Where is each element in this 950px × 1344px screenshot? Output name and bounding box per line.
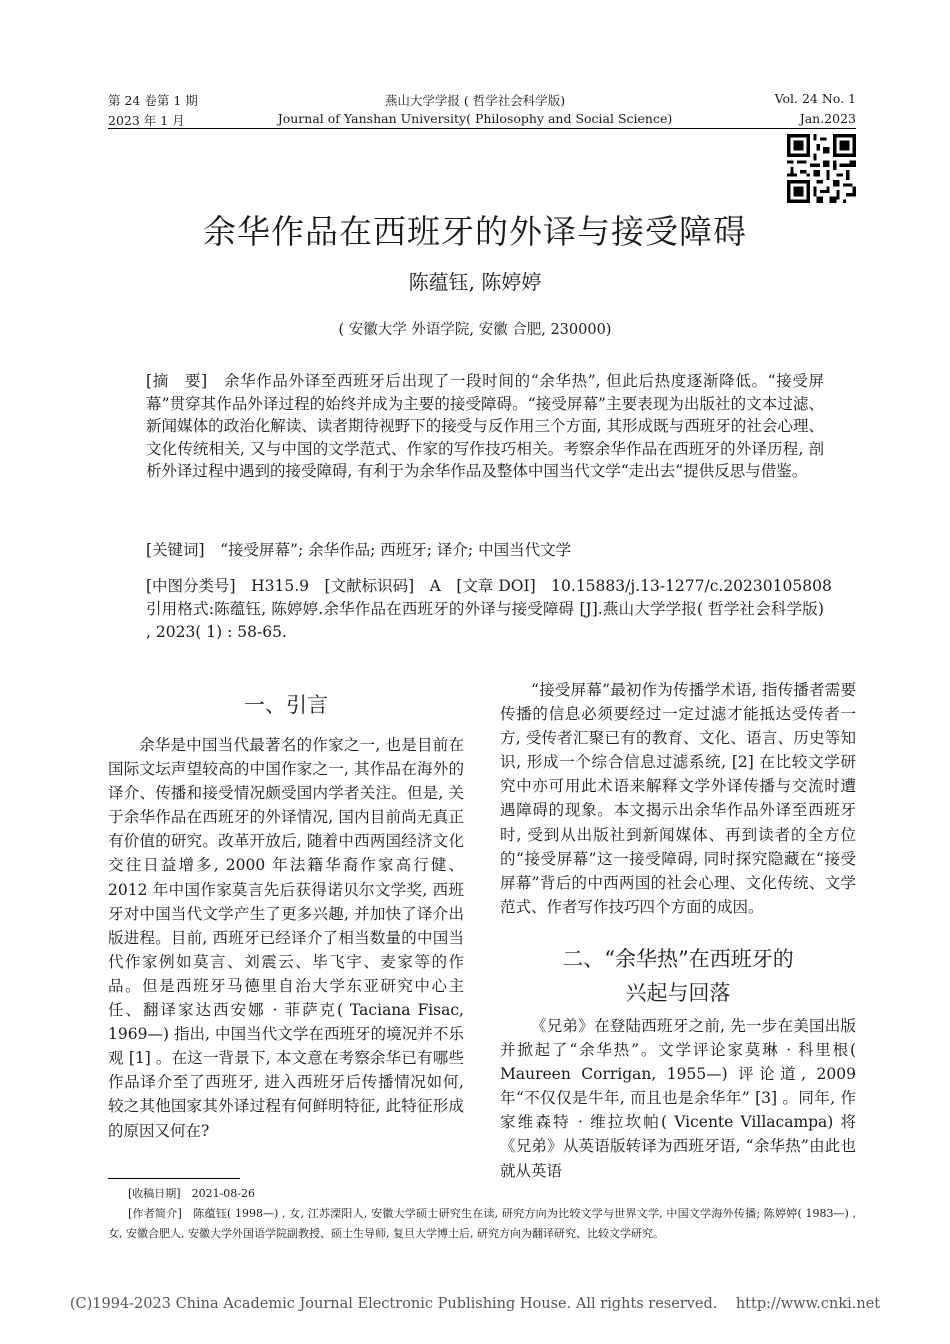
header-rule <box>108 128 856 129</box>
citation-text: 陈蕴钰, 陈婷婷.余华作品在西班牙的外译与接受障碍 [J].燕山大学学报( 哲学社会科学版) , 2023( 1) : 58-65. <box>146 600 824 641</box>
keywords-label: [关键词] <box>146 541 205 559</box>
abstract-label: [摘 要] <box>146 372 208 390</box>
intro-right-paragraph: “接受屏幕”最初作为传播学术语, 指传播者需要传播的信息必须要经过一定过滤才能抵达受传者一方, 受传者汇聚已有的教育、文化、语言、历史等知识, 形成一个综合信息过滤系统, [2] 在比较文学研究中亦可用此术语来解释文学外译传播与交流时遭遇障碍的现象。本文揭示出余华作品外译至西班牙时, 受到从出版社到新闻媒体、再到读者的全方位的“接受屏幕”这一接受障碍, 同时探究隐藏在“接受屏幕”背后的中西两国的社会心理、文化传统、文学范式、作者写作技巧四个方面的成因。 <box>500 681 856 916</box>
citation-label: 引用格式: <box>146 600 214 618</box>
doi-value: 10.15883/j.13-1277/c.20230105808 <box>551 577 832 595</box>
abstract <box>146 370 824 483</box>
section-2-heading-line-2: 兴起与回落 <box>625 981 731 1005</box>
footnote-received <box>128 1184 856 1204</box>
bio-label: [作者简介] <box>128 1207 182 1220</box>
section-2-heading-line-1: 二、“余华热”在西班牙的 <box>562 947 794 971</box>
section-1-heading: 一、引言 <box>244 693 328 717</box>
header-date-en: Jan.2023 <box>799 111 856 126</box>
keywords <box>146 539 824 562</box>
received-date: 2021-08-26 <box>191 1187 256 1200</box>
footnote-rule <box>108 1178 240 1179</box>
header-date-cn: 2023 年 1 月 <box>108 113 185 128</box>
received-label: [收稿日期] <box>128 1187 181 1200</box>
doc-code-value: A <box>429 577 441 595</box>
affiliation: ( 安徽大学 外语学院, 安徽 合肥, 230000) <box>338 322 612 338</box>
section-2-body: 《兄弟》在登陆西班牙之前, 先一步在美国出版并掀起了“余华热”。文学评论家莫琳 · 科里根( Maureen Corrigan, 1955—) 评论道, 2009 年“不仅仅是牛年, 而且也是余华年” [3] 。同年, 作家维森特 · 维拉坎帕( Vicente Villacampa) 将《兄弟》从英语版转译为西班牙语, “余华热”由此也就从英语 <box>500 1017 856 1180</box>
doc-code-label: [文献标识码] <box>324 577 415 595</box>
clc-label: [中图分类号] <box>146 577 236 595</box>
doi-label: [文章 DOI] <box>456 577 536 595</box>
abstract-text: 余华作品外译至西班牙后出现了一段时间的“余华热”, 但此后热度逐渐降低。“接受屏幕”贯穿其作品外译过程的始终并成为主要的接受障碍。“接受屏幕”主要表现为出版社的文本过滤、新闻媒体的政治化解读、读者期待视野下的接受与反作用三个方面, 其形成既与西班牙的社会心理、文化传统相关, 又与中国的文学范式、作家的写作技巧相关。考察余华作品在西班牙的外译历程, 剖析外译过程中遇到的接受障碍, 有利于为余华作品及整体中国当代文学“走出去”提供反思与借鉴。 <box>146 372 824 480</box>
classification <box>146 575 832 598</box>
footnote-bio <box>108 1204 856 1244</box>
copyright-line: (C)1994-2023 China Academic Journal Electronic Publishing House. All rights reserved. http://www.cnki.net <box>69 1296 881 1312</box>
article-title: 余华作品在西班牙的外译与接受障碍 <box>203 212 747 251</box>
qr-code-icon <box>787 134 856 203</box>
clc-value: H315.9 <box>251 577 310 595</box>
citation <box>146 598 824 643</box>
header-volume-cn: 第 24 卷第 1 期 <box>108 93 198 108</box>
section-1-body: 余华是中国当代最著名的作家之一, 也是目前在国际文坛声望较高的中国作家之一, 其作品在海外的译介、传播和接受情况颇受国内学者关注。但是, 关于余华作品在西班牙的外译情况, 国内目前尚无真正有价值的研究。改革开放后, 随着中西两国经济文化交往日益增多, 2000 年法籍华裔作家高行健、2012 年中国作家莫言先后获得诺贝尔文学奖, 西班牙对中国当代文学产生了更多兴趣, 并加快了译介出版进程。目前, 西班牙已经译介了相当数量的中国当代作家例如莫言、刘震云、毕飞宇、麦家等的作品。但是西班牙马德里自治大学东亚研究中心主任、翻译家达西安娜 · 菲萨克( Taciana Fisac, 1969—) 指出, 中国当代文学在西班牙的境况并不乐观 [1] 。在这一背景下, 本文意在考察余华已有哪些作品译介至了西班牙, 进入西班牙后传播情况如何, 较之其他国家其外译过程有何鲜明特征, 此特征形成的原因又何在? <box>108 736 464 1140</box>
header-volume-en: Vol. 24 No. 1 <box>774 91 856 106</box>
authors: 陈蕴钰, 陈婷婷 <box>408 270 542 294</box>
header-journal-cn: 燕山大学学报 ( 哲学社会科学版) <box>384 93 566 108</box>
bio-text: 陈蕴钰( 1998—) , 女, 江苏溧阳人, 安徽大学硕士研究生在读, 研究方向为比较文学与世界文学, 中国文学海外传播; 陈婷婷( 1983—) , 女, 安徽合肥人, 安徽大学外国语学院副教授、硕士生导师, 复旦大学博士后, 研究方向为翻译研究、比较文学研究。 <box>108 1207 856 1240</box>
header-journal-en: Journal of Yanshan University( Philosophy and Social Science) <box>277 111 673 126</box>
keywords-text: “接受屏幕”; 余华作品; 西班牙; 译介; 中国当代文学 <box>220 541 572 559</box>
